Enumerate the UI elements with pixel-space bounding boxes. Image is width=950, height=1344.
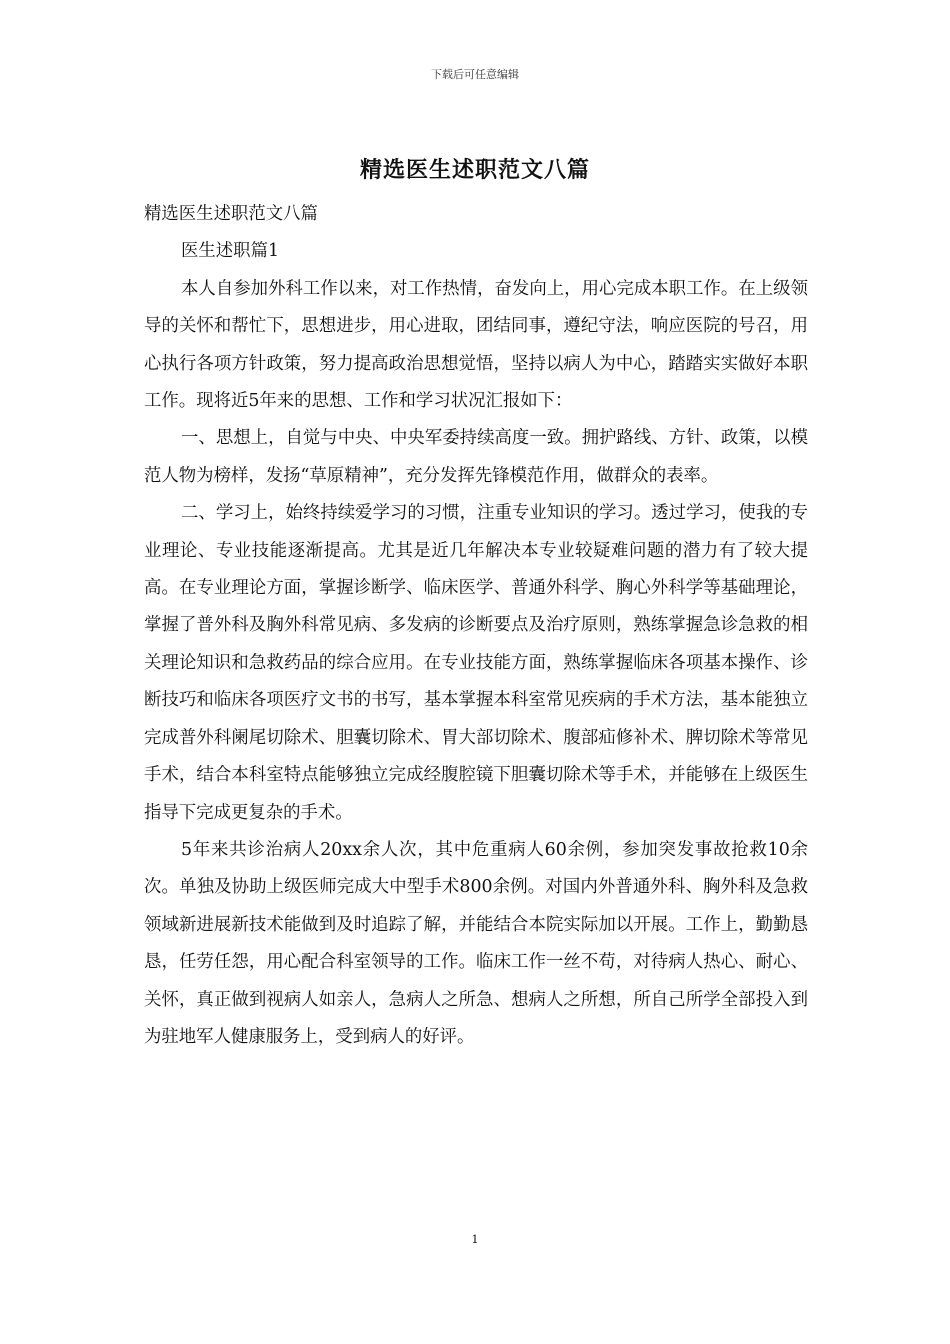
page-header-note: 下载后可任意编辑 — [431, 68, 519, 81]
paragraph: 一、思想上，自觉与中央、中央军委持续高度一致。拥护路线、方针、政策，以模范人物为榜样，发扬“草原精神”，充分发挥先锋模范作用，做群众的表率。 — [144, 428, 808, 486]
paragraph: 5年来共诊治病人20xx余人次，其中危重病人60余例，参加突发事故抢救10余次。单独及协助上级医师完成大中型手术800余例。对国内外普通外科、胸外科及急救领域新进展新技术能做到及时追踪了解，并能结合本院实际加以开展。工作上，勤勤恳恳，任劳任怨，用心配合科室领导的工作。临床工作一丝不苟，对待病人热心、耐心、关怀，真正做到视病人如亲人，急病人之所急、想病人之所想，所自己所学全部投入到为驻地军人健康服务上，受到病人的好评。 — [144, 839, 808, 1047]
document-title: 精选医生述职范文八篇 — [359, 157, 590, 183]
document-subtitle: 精选医生述职范文八篇 — [144, 204, 318, 224]
paragraph: 本人自参加外科工作以来，对工作热情，奋发向上，用心完成本职工作。在上级领导的关怀和帮忙下，思想进步，用心进取，团结同事，遵纪守法，响应医院的号召，用心执行各项方针政策，努力提高政治思想觉悟，坚持以病人为中心，踏踏实实做好本职工作。现将近5年来的思想、工作和学习状况汇报如下： — [144, 278, 808, 412]
section-heading: 医生述职篇1 — [181, 241, 280, 262]
document-body — [144, 196, 808, 1056]
page-number: 1 — [471, 1233, 479, 1246]
paragraph: 二、学习上，始终持续爱学习的习惯，注重专业知识的学习。透过学习，使我的专业理论、专业技能逐渐提高。尤其是近几年解决本专业较疑难问题的潜力有了较大提高。在专业理论方面，掌握诊断学、临床医学、普通外科学、胸心外科学等基础理论，掌握了普外科及胸外科常见病、多发病的诊断要点及治疗原则，熟练掌握急诊急救的相关理论知识和急救药品的综合应用。在专业技能方面，熟练掌握临床各项基本操作、诊断技巧和临床各项医疗文书的书写，基本掌握本科室常见疾病的手术方法，基本能独立完成普外科阑尾切除术、胆囊切除术、胃大部切除术、腹部疝修补术、脾切除术等常见手术，结合本科室特点能够独立完成经腹腔镜下胆囊切除术等手术，并能够在上级医生指导下完成更复杂的手术。 — [144, 503, 808, 823]
